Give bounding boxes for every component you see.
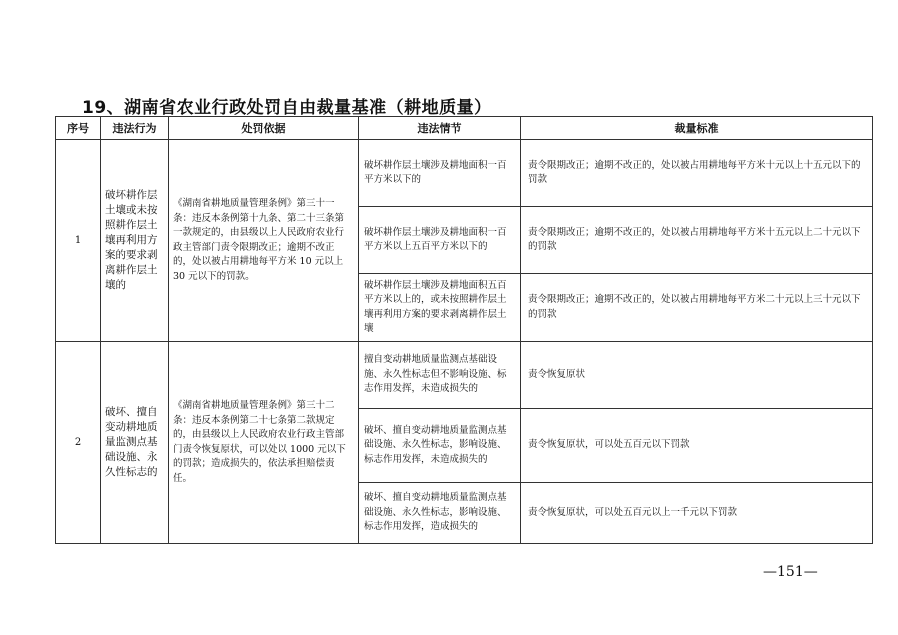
header-circumstance: 违法情节 bbox=[359, 117, 521, 140]
row-number: 2 bbox=[56, 342, 101, 544]
table-row bbox=[56, 342, 873, 409]
header-row bbox=[56, 117, 873, 140]
violation-circumstance: 擅自变动耕地质量监测点基础设施、永久性标志但不影响设施、标志作用发挥，未造成损失的 bbox=[359, 342, 521, 409]
page-title: 19、湖南省农业行政处罚自由裁量基准（耕地质量） bbox=[82, 98, 492, 118]
discretion-standard: 责令恢复原状，可以处五百元以下罚款 bbox=[521, 409, 873, 483]
violation-circumstance: 破坏、擅自变动耕地质量监测点基础设施、永久性标志，影响设施、标志作用发挥，造成损失的 bbox=[359, 483, 521, 544]
violation-act: 破坏耕作层土壤或未按照耕作层土壤再利用方案的要求剥离耕作层土壤的 bbox=[101, 140, 169, 342]
penalty-basis: 《湖南省耕地质量管理条例》第三十二条：违反本条例第二十七条第二款规定的，由县级以上人民政府农业行政主管部门责令恢复原状，可以处以 1000 元以下的罚款；造成损失的，依法承担赔偿责任。 bbox=[169, 342, 359, 544]
header-no: 序号 bbox=[56, 117, 101, 140]
penalty-basis: 《湖南省耕地质量管理条例》第三十一条：违反本条例第十九条、第二十三条第一款规定的，由县级以上人民政府农业行政主管部门责令限期改正；逾期不改正的，处以被占用耕地每平方米 10 元以上 30 元以下的罚款。 bbox=[169, 140, 359, 342]
table-row bbox=[56, 140, 873, 207]
violation-circumstance: 破坏耕作层土壤涉及耕地面积五百平方米以上的，或未按照耕作层土壤再利用方案的要求剥离耕作层土壤 bbox=[359, 274, 521, 342]
header-standard: 裁量标准 bbox=[521, 117, 873, 140]
page-number: —151— bbox=[763, 564, 818, 580]
header-act: 违法行为 bbox=[101, 117, 169, 140]
violation-act: 破坏、擅自变动耕地质量监测点基础设施、永久性标志的 bbox=[101, 342, 169, 544]
discretion-standard: 责令恢复原状 bbox=[521, 342, 873, 409]
violation-circumstance: 破坏耕作层土壤涉及耕地面积一百平方米以上五百平方米以下的 bbox=[359, 207, 521, 274]
violation-circumstance: 破坏耕作层土壤涉及耕地面积一百平方米以下的 bbox=[359, 140, 521, 207]
discretion-standard: 责令限期改正；逾期不改正的，处以被占用耕地每平方米十元以上十五元以下的罚款 bbox=[521, 140, 873, 207]
header-basis: 处罚依据 bbox=[169, 117, 359, 140]
row-number: 1 bbox=[56, 140, 101, 342]
violation-circumstance: 破坏、擅自变动耕地质量监测点基础设施、永久性标志，影响设施、标志作用发挥，未造成损失的 bbox=[359, 409, 521, 483]
discretion-standard: 责令恢复原状，可以处五百元以上一千元以下罚款 bbox=[521, 483, 873, 544]
discretion-standard: 责令限期改正；逾期不改正的，处以被占用耕地每平方米二十元以上三十元以下的罚款 bbox=[521, 274, 873, 342]
discretion-standard: 责令限期改正；逾期不改正的，处以被占用耕地每平方米十五元以上二十元以下的罚款 bbox=[521, 207, 873, 274]
penalty-table bbox=[55, 116, 873, 544]
